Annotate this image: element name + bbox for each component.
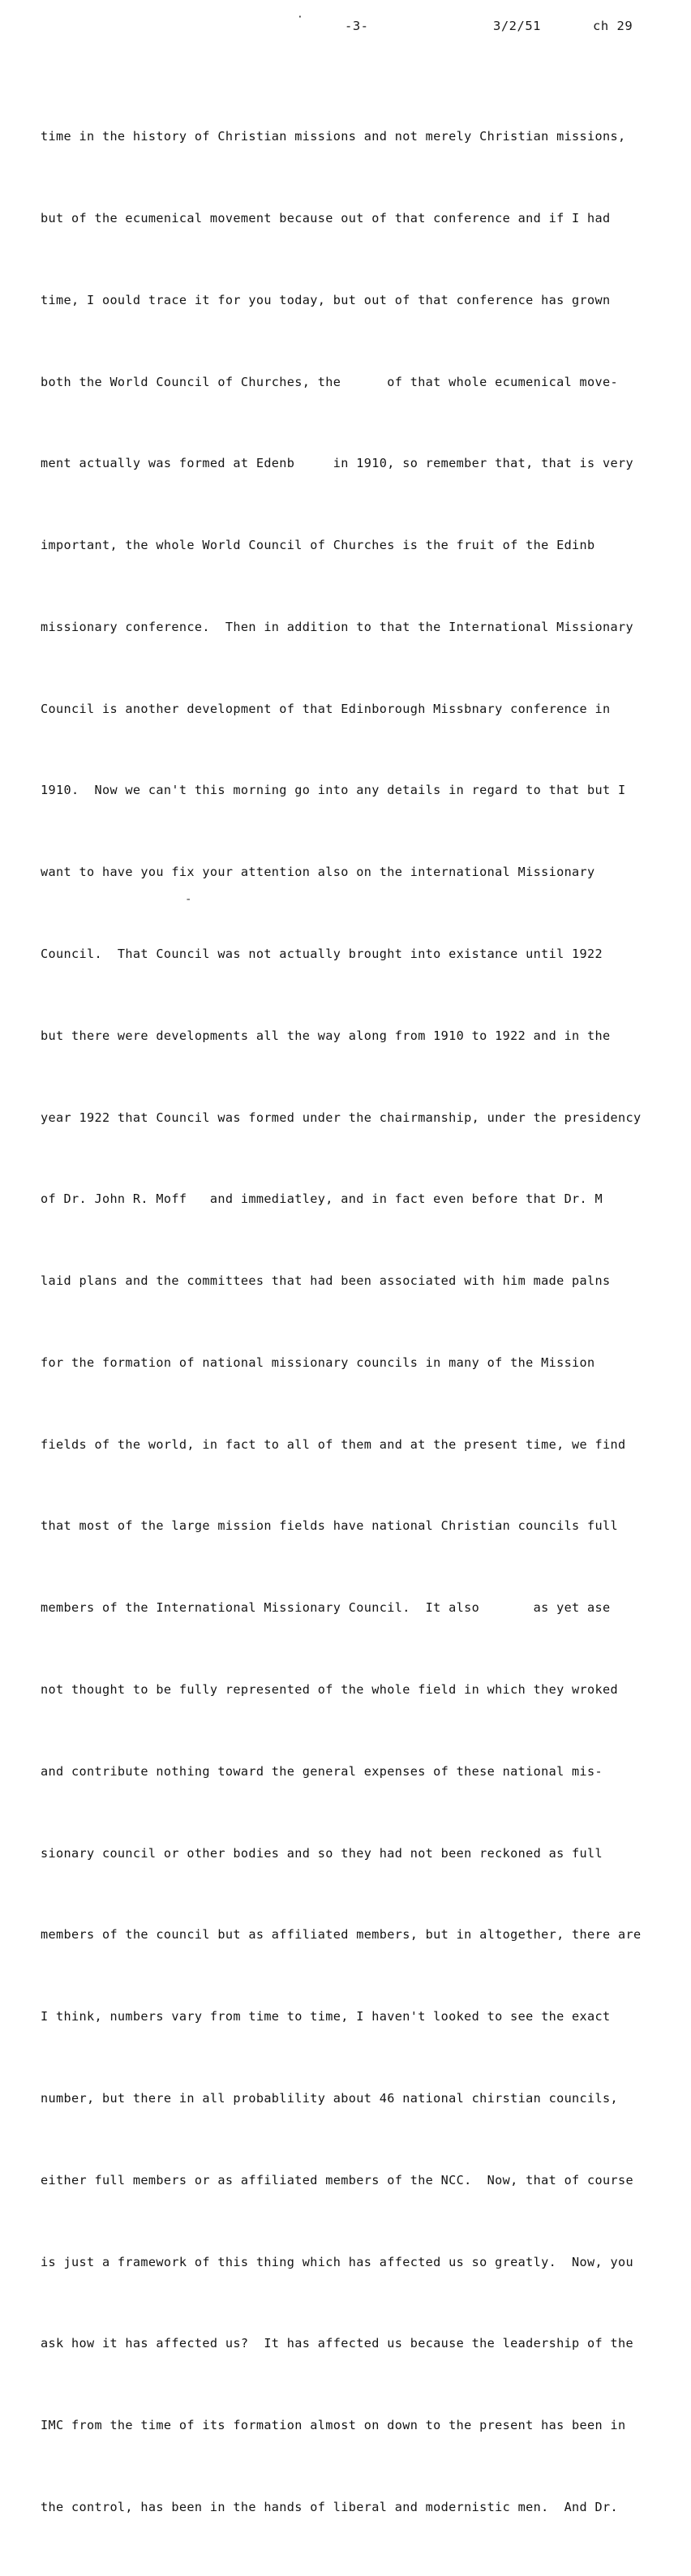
page-number: -3- — [345, 19, 369, 33]
text-line: number, but there in all probablility about 46 national chirstian councils, — [41, 2090, 619, 2106]
text-line: but there were developments all the way along from 1910 to 1922 and in the — [41, 1028, 611, 1043]
text-line: Council is another development of that Edinborough Missbnary conference in — [41, 701, 611, 716]
text-line: members of the International Missionary Council. It also as yet ase — [41, 1600, 611, 1616]
text-line: laid plans and the committees that had been associated with him made palns — [41, 1273, 611, 1289]
text-line: sionary council or other bodies and so they had not been reckoned as full — [41, 1845, 603, 1861]
text-line: that most of the large mission fields have national Christian councils full — [41, 1518, 619, 1534]
text-line: but of the ecumenical movement because out of that conference and if I had — [41, 210, 611, 225]
text-line: ment actually was formed at Edenb in 1910, so remember that, that is very — [41, 456, 634, 471]
text-line: IMC from the time of its formation almost on down to the present has been in — [41, 2418, 626, 2433]
text-line: fields of the world, in fact to all of them and at the present time, we find — [41, 1436, 626, 1452]
text-line: I think, numbers vary from time to time, I haven't looked to see the exact — [41, 2009, 611, 2024]
text-line: is just a framework of this thing which has affected us so greatly. Now, you — [41, 2254, 634, 2269]
text-line: missionary conference. Then in addition to that the International Missionary — [41, 619, 634, 634]
text-line: 1910. Now we can't this morning go into any details in regard to that but I — [41, 783, 626, 798]
text-line: not thought to be fully represented of the whole field in which they wroked — [41, 1682, 619, 1698]
text-line: members of the council but as affiliated members, but in altogether, there are — [41, 1927, 642, 1943]
text-line: both the World Council of Churches, the of that whole ecumenical move- — [41, 374, 619, 389]
text-line: time, I oould trace it for you today, but out of that conference has grown — [41, 292, 611, 307]
bottom-edge-mark: - — [185, 893, 192, 906]
text-line: for the formation of national missionary councils in many of the Mission — [41, 1355, 595, 1370]
text-line: the control, has been in the hands of liberal and modernistic men. And Dr. — [41, 2499, 619, 2514]
text-line: ask how it has affected us? It has affected us because the leadership of the — [41, 2336, 634, 2351]
stray-dot-mark: · — [297, 11, 304, 24]
page-header — [0, 11, 691, 44]
text-line: year 1922 that Council was formed under the chairmanship, under the presidency — [41, 1110, 642, 1125]
document-body — [41, 69, 689, 2576]
text-line: of Dr. John R. Moff and immediatley, and in fact even before that Dr. M — [41, 1191, 603, 1207]
text-line: and contribute nothing toward the general expenses of these national mis- — [41, 1763, 603, 1779]
text-line: Council. That Council was not actually brought into existance until 1922 — [41, 947, 603, 961]
text-line: want to have you fix your attention also on the international Missionary — [41, 865, 595, 880]
text-line: either full members or as affiliated members of the NCC. Now, that of course — [41, 2172, 634, 2187]
chapter-label: ch 29 — [593, 19, 633, 33]
text-line: time in the history of Christian missions and not merely Christian missions, — [41, 129, 626, 144]
document-date: 3/2/51 — [493, 19, 541, 33]
text-line: important, the whole World Council of Churches is the fruit of the Edinb — [41, 538, 595, 553]
